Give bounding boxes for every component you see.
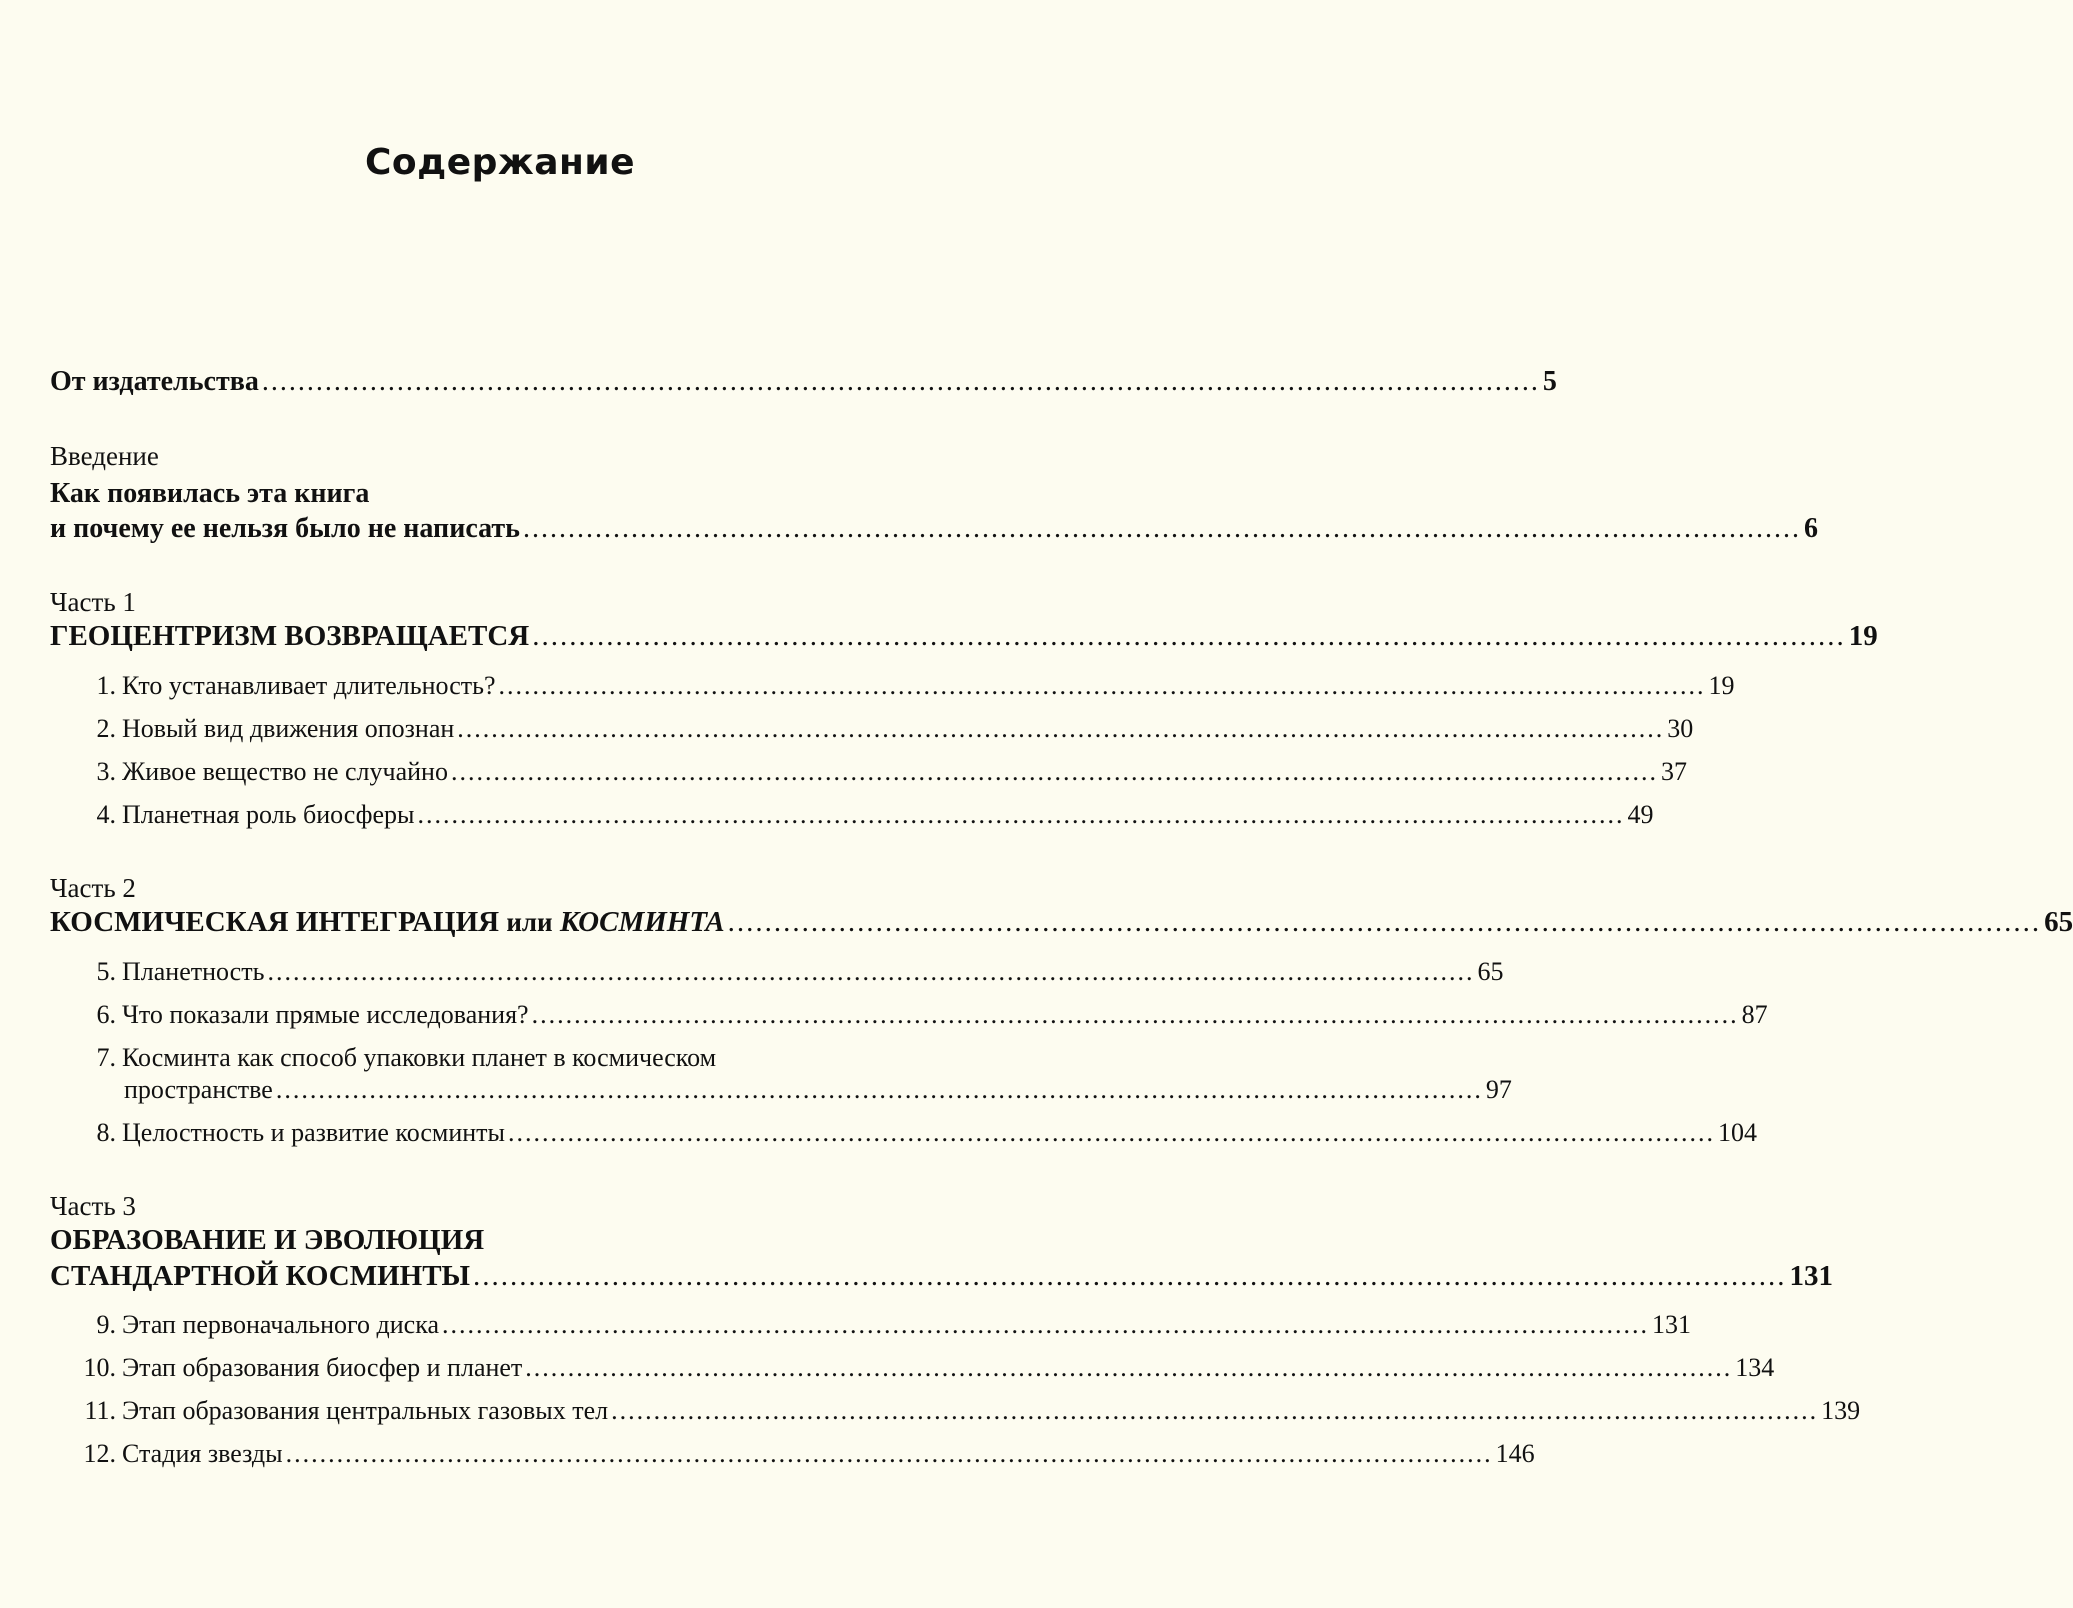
toc-chapter-10[interactable] [78, 1353, 1775, 1382]
dot-leader: .............................................................................................................................................. [275, 1075, 1483, 1104]
toc-chapter-3[interactable] [78, 757, 1687, 786]
chapter-title: Живое вещество не случайно [122, 757, 448, 786]
toc-entry-part3[interactable] [50, 1260, 1834, 1292]
chapter-number: 8. [96, 1118, 116, 1147]
chapter-number: 10. [83, 1353, 116, 1382]
dot-leader: .............................................................................................................................................. [267, 957, 1475, 986]
chapter-number: 1. [96, 671, 116, 700]
dot-leader: .............................................................................................................................................. [498, 671, 1706, 700]
part-title: СТАНДАРТНОЙ КОСМИНТЫ [50, 1260, 471, 1292]
chapter-number: 2. [96, 714, 116, 743]
chapter-number: 12. [83, 1439, 116, 1468]
chapter-title: Кто устанавливает длительность? [122, 671, 496, 700]
toc-chapter-6[interactable] [78, 1000, 1768, 1029]
dot-leader: .............................................................................................................................................. [417, 800, 1625, 829]
chapter-number: 4. [96, 800, 116, 829]
toc-chapter-11[interactable] [78, 1396, 1861, 1425]
toc-chapter-12[interactable] [78, 1439, 1535, 1468]
chapter-title: Этап образования биосфер и планет [122, 1353, 523, 1382]
chapter-title: Новый вид движения опознан [122, 714, 455, 743]
chapter-page: 131 [1652, 1310, 1691, 1339]
dot-leader: .............................................................................................................................................. [531, 1000, 1739, 1029]
chapter-number: 7. [96, 1043, 116, 1072]
entry-text: и почему ее нельзя было не написать [50, 513, 520, 544]
dot-leader: .............................................................................................................................................. [611, 1396, 1819, 1425]
chapter-title: Целостность и развитие косминты [122, 1118, 506, 1147]
toc-entry-part2[interactable] [50, 906, 2073, 938]
toc-chapter-7[interactable] [78, 1045, 948, 1071]
chapter-page: 139 [1821, 1396, 1861, 1425]
dot-leader: .............................................................................................................................................. [532, 620, 1846, 652]
chapter-number: 5. [96, 957, 116, 986]
toc-entry-intro[interactable] [50, 513, 1818, 544]
part3-title-line1: ОБРАЗОВАНИЕ И ЭВОЛЮЦИЯ [50, 1224, 485, 1256]
chapter-title: Что показали прямые исследования? [122, 1000, 529, 1029]
entry-page: 6 [1803, 513, 1818, 544]
toc-chapter-1[interactable] [78, 671, 1735, 700]
dot-leader: .............................................................................................................................................. [450, 757, 1658, 786]
part-title: ГЕОЦЕНТРИЗМ ВОЗВРАЩАЕТСЯ [50, 620, 530, 652]
toc-entry-publisher[interactable] [50, 366, 1557, 397]
dot-leader: .............................................................................................................................................. [261, 366, 1540, 397]
chapter-title-cont: пространстве [124, 1075, 273, 1104]
entry-page: 19 [1848, 620, 1878, 652]
dot-leader: .............................................................................................................................................. [508, 1118, 1716, 1147]
toc-chapter-8[interactable] [78, 1118, 1758, 1147]
dot-leader: .............................................................................................................................................. [457, 714, 1665, 743]
chapter-page: 104 [1718, 1118, 1758, 1147]
part2-label: Часть 2 [50, 873, 136, 903]
part-title-or: или [506, 907, 553, 937]
dot-leader: .............................................................................................................................................. [473, 1260, 1787, 1292]
chapter-page: 65 [1477, 957, 1504, 986]
toc-chapter-4[interactable] [78, 800, 1654, 829]
part-title [50, 908, 725, 937]
entry-page: 131 [1789, 1260, 1834, 1292]
chapter-page: 37 [1660, 757, 1687, 786]
dot-leader: .............................................................................................................................................. [727, 906, 2042, 938]
toc-chapter-2[interactable] [78, 714, 1694, 743]
toc-chapter-7-cont[interactable] [124, 1075, 1512, 1104]
chapter-page: 146 [1495, 1439, 1535, 1468]
chapter-number: 9. [96, 1310, 116, 1339]
part-title-main: КОСМИЧЕСКАЯ ИНТЕГРАЦИЯ [50, 906, 500, 938]
part3-label: Часть 3 [50, 1191, 136, 1221]
chapter-title: Этап образования центральных газовых тел [122, 1396, 609, 1425]
part1-label: Часть 1 [50, 587, 136, 617]
chapter-page: 49 [1627, 800, 1654, 829]
chapter-number: 6. [96, 1000, 116, 1029]
intro-label: Введение [50, 441, 159, 471]
entry-text: От издательства [50, 366, 259, 397]
dot-leader: .............................................................................................................................................. [285, 1439, 1493, 1468]
entry-page: 65 [2044, 906, 2073, 938]
chapter-page: 19 [1708, 671, 1735, 700]
chapter-title: Этап первоначального диска [122, 1310, 439, 1339]
chapter-page: 87 [1741, 1000, 1768, 1029]
toc-entry-part1[interactable] [50, 620, 1878, 652]
intro-title-line1: Как появилась эта книга [50, 478, 370, 509]
entry-page: 5 [1542, 366, 1557, 397]
chapter-title: Стадия звезды [122, 1439, 283, 1468]
chapter-number: 3. [96, 757, 116, 786]
chapter-title: Планетная роль биосферы [122, 800, 415, 829]
dot-leader: .............................................................................................................................................. [442, 1310, 1649, 1339]
chapter-title: Планетность [122, 957, 265, 986]
chapter-title: Косминта как способ упаковки планет в космическом [122, 1043, 717, 1072]
part-title-alt: КОСМИНТА [559, 906, 725, 938]
page-title: Содержание [364, 142, 636, 183]
toc-chapter-5[interactable] [78, 957, 1504, 986]
dot-leader: .............................................................................................................................................. [522, 513, 1801, 544]
chapter-page: 97 [1485, 1075, 1512, 1104]
chapter-page: 134 [1735, 1353, 1775, 1382]
dot-leader: .............................................................................................................................................. [525, 1353, 1733, 1382]
chapter-number: 11. [84, 1396, 116, 1425]
toc-chapter-9[interactable] [78, 1310, 1691, 1339]
chapter-page: 30 [1667, 714, 1694, 743]
